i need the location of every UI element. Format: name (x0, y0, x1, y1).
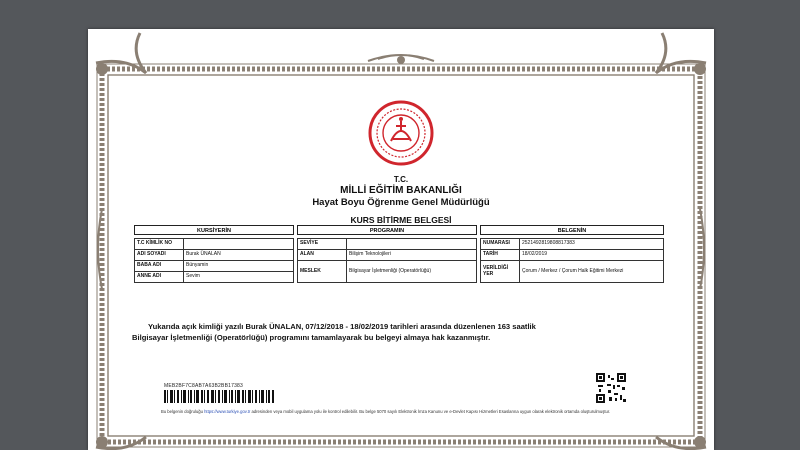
date-value: 18/02/2019 (520, 250, 664, 261)
program-table (297, 238, 477, 283)
number-label: NUMARASI (481, 239, 520, 250)
name-label: ADI SOYADI (135, 250, 184, 261)
level-value (347, 239, 477, 250)
qr-code-icon (596, 373, 626, 403)
tc-label: T.C KİMLİK NO (135, 239, 184, 250)
verification-link[interactable]: https://www.turkiye.gov.tr (204, 409, 251, 414)
profession-value: Bilgisayar İşletmenliği (Operatörlüğü) (347, 261, 477, 283)
section-program-header: PROGRAMIN (297, 225, 477, 235)
table-row (135, 239, 294, 250)
barcode-number: MEB2BF7C8AB7A63B2BB17383 (164, 383, 244, 389)
table-row (135, 272, 294, 283)
table-row (481, 239, 664, 250)
section-certificate-header: BELGENİN (480, 225, 664, 235)
barcode-icon (164, 390, 274, 403)
table-row (481, 250, 664, 261)
table-row (481, 261, 664, 283)
table-row (135, 261, 294, 272)
section-trainee-header: KURSİYERİN (134, 225, 294, 235)
tc-value (184, 239, 294, 250)
table-row (135, 250, 294, 261)
father-label: BABA ADI (135, 261, 184, 272)
father-value: Bünyamin (184, 261, 294, 272)
number-value: 2521492819808817383 (520, 239, 664, 250)
directorate-title: Hayat Boyu Öğrenme Genel Müdürlüğü (312, 197, 490, 208)
table-row (298, 261, 477, 283)
table-row (298, 250, 477, 261)
issuer-label: VERİLDİĞİ YER (481, 261, 520, 283)
field-label: ALAN (298, 250, 347, 261)
header-tc: T.C. (393, 175, 409, 184)
trainee-table (134, 238, 294, 283)
profession-label: MESLEK (298, 261, 347, 283)
certificate-info-table (480, 238, 664, 283)
date-label: TARİH (481, 250, 520, 261)
name-value: Burak ÜNALAN (184, 250, 294, 261)
mother-value: Sevim (184, 272, 294, 283)
footer-prefix: Bu belgenin doğruluğu (161, 409, 205, 414)
field-value: Bilişim Teknolojileri (347, 250, 477, 261)
footer-suffix: adresinden veya mobil uygulama yolu ile kontrol edilebilir. Bu belge 5070 sayılı Elektronik İmza Kanunu ve e-Devlet Kapısı Hizmetleri Esaslarına uygun olarak elektronik ortamda oluşturulmuştur. (250, 409, 611, 414)
table-row (298, 239, 477, 250)
ministry-title: MİLLİ EĞİTİM BAKANLIĞI (340, 185, 462, 196)
certificate-title: KURS BİTİRME BELGESİ (350, 215, 452, 225)
certificate-page (88, 29, 714, 450)
completion-text-line2: Bilgisayar İşletmenliği (Operatörlüğü) programını tamamlayarak bu belgeyi almaya hak kazanmıştır. (132, 333, 491, 342)
ministry-seal-logo (367, 99, 435, 167)
level-label: SEVİYE (298, 239, 347, 250)
completion-text-line1: Yukarıda açık kimliği yazılı Burak ÜNALAN, 07/12/2018 - 18/02/2019 tarihleri arasında düzenlenen 163 saatlik (148, 322, 536, 331)
verification-footer (161, 409, 643, 414)
issuer-value: Çorum / Merkez / Çorum Halk Eğitimi Merkezi (520, 261, 664, 283)
mother-label: ANNE ADI (135, 272, 184, 283)
